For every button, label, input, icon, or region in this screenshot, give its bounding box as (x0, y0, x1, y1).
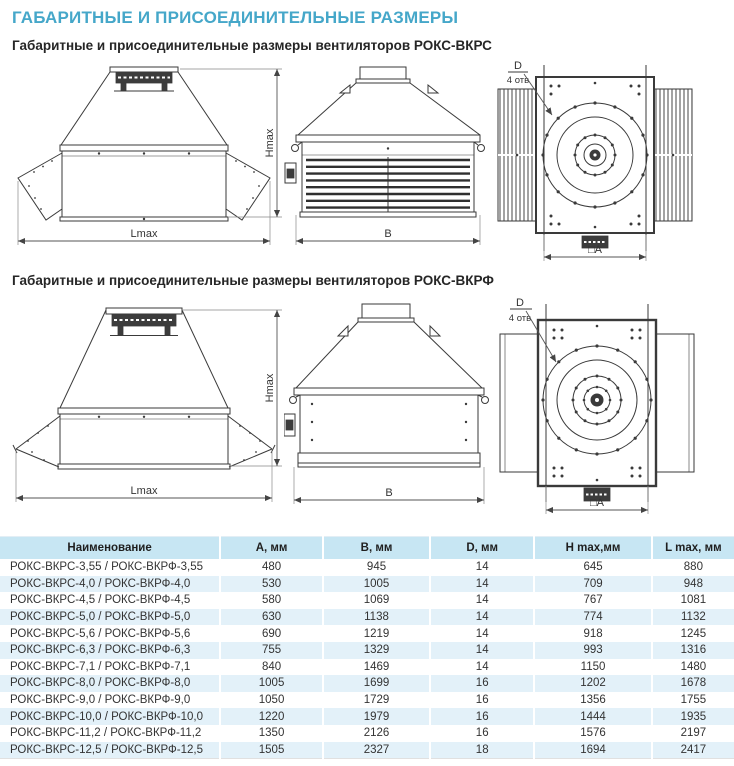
table-row (0, 742, 734, 759)
cell-name: РОКС-ВКРС-10,0 / РОКС-ВКРФ-10,0 (0, 708, 220, 725)
vkrf-drawings (4, 292, 734, 516)
col-header-b: В, мм (323, 537, 430, 560)
cell-hmax: 1576 (534, 725, 651, 742)
cell-a: 690 (220, 625, 323, 642)
cell-a: 480 (220, 559, 323, 576)
dimension-b (294, 467, 484, 504)
vkrf-front-view-drawing (4, 292, 284, 516)
col-header-name: Наименование (0, 537, 220, 560)
cell-b: 2126 (323, 725, 430, 742)
cell-d: 14 (430, 559, 534, 576)
cell-d: 16 (430, 725, 534, 742)
cell-lmax: 2197 (680, 727, 707, 740)
table-row (0, 659, 734, 676)
cell-a: 630 (220, 609, 323, 626)
col-header-d: D, мм (430, 537, 534, 560)
terminal-box (284, 414, 295, 436)
section-vkrf-heading: Габаритные и присоединительные размеры вентиляторов РОКС-ВКРФ (12, 273, 494, 288)
vkrf-top-view-drawing (494, 292, 732, 516)
cell-name: РОКС-ВКРС-5,0 / РОКС-ВКРФ-5,0 (0, 609, 220, 626)
cell-b: 1219 (323, 625, 430, 642)
cell-d: 14 (430, 659, 534, 676)
cell-d: 14 (430, 625, 534, 642)
table-header-row (0, 537, 734, 560)
vkrs-front-view-drawing (4, 57, 284, 259)
casing (60, 145, 228, 221)
lmax-label: Lmax (130, 228, 158, 240)
casing (58, 408, 230, 469)
casing (298, 395, 480, 467)
cell-hmax: 774 (534, 609, 651, 626)
casing (300, 142, 476, 217)
vkrs-top-view-drawing (494, 57, 732, 263)
hmax-label: Hmax (264, 128, 276, 158)
cell-name: РОКС-ВКРС-3,55 / РОКС-ВКРФ-3,55 (0, 559, 220, 576)
cell-name: РОКС-ВКРС-9,0 / РОКС-ВКРФ-9,0 (0, 692, 220, 709)
right-shutter (226, 153, 270, 220)
cell-name: РОКС-ВКРС-5,6 / РОКС-ВКРФ-5,6 (0, 625, 220, 642)
cell-lmax: 2417 (680, 743, 707, 756)
col-header-lmax: L max, мм (652, 537, 734, 560)
col-header-hmax: Н max,мм (534, 537, 651, 560)
cell-b: 1729 (323, 692, 430, 709)
table-row (0, 576, 734, 593)
cell-b: 1979 (323, 708, 430, 725)
cell-d: 16 (430, 692, 534, 709)
cell-b: 1069 (323, 592, 430, 609)
impeller-circles (541, 101, 648, 208)
hood (294, 322, 484, 395)
cell-lmax: 880 (683, 561, 703, 574)
motor-cap (356, 67, 410, 83)
cell-b: 945 (323, 559, 430, 576)
cell-hmax: 1150 (534, 659, 651, 676)
cell-hmax: 1202 (534, 675, 651, 692)
b-label: B (385, 487, 393, 499)
cell-d: 14 (430, 576, 534, 593)
cell-hmax: 1694 (534, 742, 651, 759)
cell-hmax: 918 (534, 625, 651, 642)
left-shutter (18, 153, 62, 220)
table-row (0, 592, 734, 609)
cell-name: РОКС-ВКРС-4,0 / РОКС-ВКРФ-4,0 (0, 576, 220, 593)
cell-hmax: 645 (534, 559, 651, 576)
lmax-label: Lmax (130, 485, 158, 497)
cell-a: 530 (220, 576, 323, 593)
table-row (0, 625, 734, 642)
cell-hmax: 767 (534, 592, 651, 609)
cell-d: 16 (430, 708, 534, 725)
cell-b: 1138 (323, 609, 430, 626)
cell-name: РОКС-ВКРС-8,0 / РОКС-ВКРФ-8,0 (0, 675, 220, 692)
cell-a: 1220 (220, 708, 323, 725)
cell-hmax: 709 (534, 576, 651, 593)
section-vkrs-heading: Габаритные и присоединительные размеры вентиляторов РОКС-ВКРС (12, 38, 492, 53)
d-label: D (514, 60, 522, 72)
table-row (0, 725, 734, 742)
cell-a: 1050 (220, 692, 323, 709)
cell-b: 1005 (323, 576, 430, 593)
cell-name: РОКС-ВКРС-6,3 / РОКС-ВКРФ-6,3 (0, 642, 220, 659)
cell-lmax: 1081 (680, 594, 707, 607)
dimensions-table (0, 536, 734, 759)
table-row (0, 559, 734, 576)
cell-d: 14 (430, 609, 534, 626)
cell-a: 755 (220, 642, 323, 659)
table-row (0, 609, 734, 626)
cell-hmax: 993 (534, 642, 651, 659)
right-brace (228, 416, 275, 467)
cell-b: 2327 (323, 742, 430, 759)
catalog-page (0, 8, 734, 766)
left-brace (13, 416, 60, 467)
cell-d: 14 (430, 592, 534, 609)
holes-label: 4 отв (506, 75, 530, 86)
col-header-a: А, мм (220, 537, 323, 560)
cell-name: РОКС-ВКРС-12,5 / РОКС-ВКРФ-12,5 (0, 742, 220, 759)
cell-lmax: 1480 (680, 660, 707, 673)
a-label: □A (590, 497, 604, 509)
cell-name: РОКС-ВКРС-11,2 / РОКС-ВКРФ-11,2 (0, 725, 220, 742)
d-label: D (516, 297, 524, 309)
cell-name: РОКС-ВКРС-7,1 / РОКС-ВКРФ-7,1 (0, 659, 220, 676)
vkrs-side-view-drawing (284, 57, 494, 259)
vkrs-drawings (4, 57, 734, 263)
cell-hmax: 1444 (534, 708, 651, 725)
cell-b: 1469 (323, 659, 430, 676)
cell-a: 1005 (220, 675, 323, 692)
hmax-label: Hmax (264, 373, 276, 403)
cell-b: 1329 (323, 642, 430, 659)
cell-a: 1505 (220, 742, 323, 759)
holes-label: 4 отв (508, 313, 532, 324)
cell-a: 1350 (220, 725, 323, 742)
page-title: ГАБАРИТНЫЕ И ПРИСОЕДИНИТЕЛЬНЫЕ РАЗМЕРЫ (12, 8, 459, 27)
table-row (0, 675, 734, 692)
terminal-box (285, 163, 296, 183)
cell-d: 16 (430, 675, 534, 692)
cell-hmax: 1356 (534, 692, 651, 709)
cell-a: 580 (220, 592, 323, 609)
a-label: □A (588, 244, 602, 256)
cell-lmax: 1678 (680, 677, 707, 690)
cell-lmax: 1316 (680, 644, 707, 657)
cell-lmax: 1132 (681, 611, 706, 624)
table-row (0, 692, 734, 709)
vkrf-side-view-drawing (284, 292, 494, 516)
table-row (0, 642, 734, 659)
cell-d: 18 (430, 742, 534, 759)
cell-lmax: 1245 (680, 627, 707, 640)
cell-lmax: 1755 (680, 694, 707, 707)
cell-lmax: 948 (683, 577, 703, 590)
motor-cap (110, 67, 178, 91)
motor-cap (106, 308, 182, 336)
cell-lmax: 1935 (680, 710, 707, 723)
table-row (0, 708, 734, 725)
cell-a: 840 (220, 659, 323, 676)
motor-cap (358, 304, 414, 322)
cell-d: 14 (430, 642, 534, 659)
cell-name: РОКС-ВКРС-4,5 / РОКС-ВКРФ-4,5 (0, 592, 220, 609)
hood (296, 83, 480, 142)
cell-b: 1699 (323, 675, 430, 692)
b-label: B (384, 228, 392, 240)
dimension-b (296, 215, 480, 245)
